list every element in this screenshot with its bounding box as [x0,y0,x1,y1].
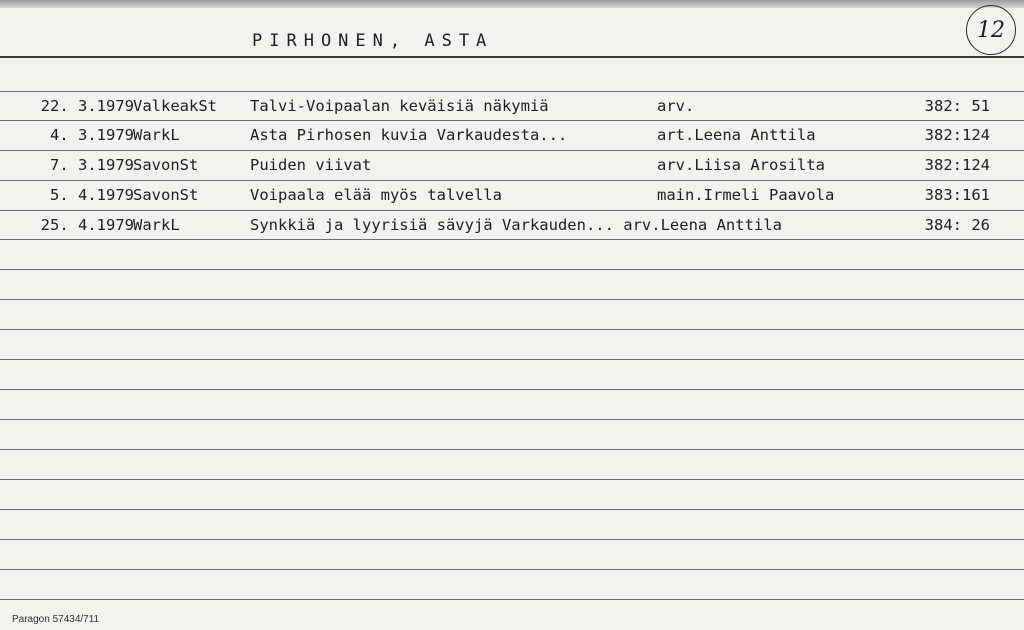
ruled-line [0,210,1024,211]
ruled-line [0,449,1024,450]
ruled-line [0,389,1024,390]
ruled-line [0,599,1024,600]
entry-paper: ValkeakSt [133,97,217,115]
entry-date: 4. 3.1979 [50,126,134,144]
card-number-badge [966,5,1016,55]
entry-ref: 383:161 [924,186,990,204]
card-title: PIRHONEN, ASTA [252,31,494,51]
entry-row [0,156,1024,180]
card-footer: Paragon 57434/711 [12,614,100,625]
entry-ref: 382:124 [924,156,990,174]
entry-title: Puiden viivat [250,156,372,174]
entry-title: Synkkiä ja lyyrisiä sävyjä Varkauden... arv.Leena Anttila [250,216,782,234]
entry-note: main.Irmeli Paavola [657,186,835,204]
ruled-line [0,329,1024,330]
entry-paper: WarkL [133,126,180,144]
entry-title: Asta Pirhosen kuvia Varkaudesta... [250,126,568,144]
entry-date: 25. 4.1979 [40,216,134,234]
entry-date: 7. 3.1979 [50,156,134,174]
ruled-line [0,299,1024,300]
ruled-line [0,539,1024,540]
ruled-line [0,419,1024,420]
card-top-edge [0,0,1024,8]
entry-note: arv.Liisa Arosilta [657,156,825,174]
ruled-line [0,479,1024,480]
entry-note: art.Leena Anttila [657,126,816,144]
entry-ref: 382:124 [924,126,990,144]
entry-row [0,186,1024,210]
ruled-line [0,359,1024,360]
entry-paper: SavonSt [133,156,199,174]
entry-row [0,97,1024,121]
entry-ref: 384: 26 [924,216,990,234]
entry-row [0,216,1024,240]
card-number: 12 [977,17,1005,43]
entry-date: 5. 4.1979 [50,186,134,204]
ruled-line [0,150,1024,151]
entry-title: Voipaala elää myös talvella [250,186,502,204]
ruled-line [0,269,1024,270]
header-rule [0,56,1024,58]
ruled-line [0,509,1024,510]
ruled-line [0,569,1024,570]
ruled-line [0,91,1024,92]
ruled-line [0,180,1024,181]
entry-note: arv. [657,97,695,115]
entry-title: Talvi-Voipaalan keväisiä näkymiä [250,97,549,115]
entry-ref: 382: 51 [924,97,990,115]
entry-paper: SavonSt [133,186,199,204]
entry-date: 22. 3.1979 [40,97,134,115]
entry-row [0,126,1024,150]
entry-paper: WarkL [133,216,180,234]
